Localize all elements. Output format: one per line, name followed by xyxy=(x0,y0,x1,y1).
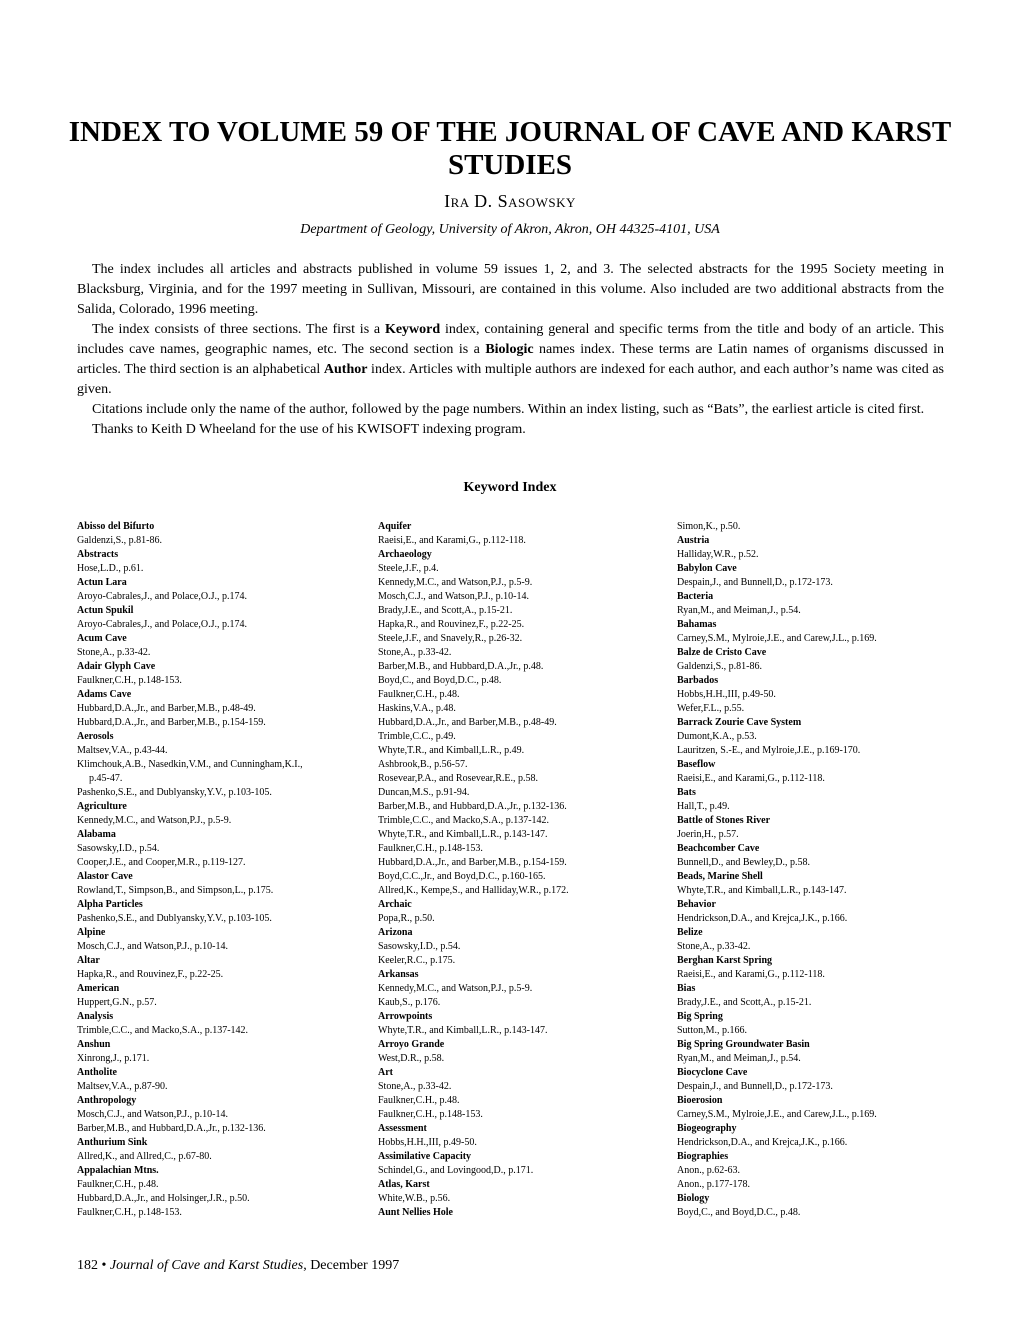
index-heading: Beachcomber Cave xyxy=(677,843,760,854)
index-heading: Battle of Stones River xyxy=(677,815,771,826)
index-citation: Trimble,C.C., p.49. xyxy=(378,731,456,742)
index-heading: Biographies xyxy=(677,1151,729,1162)
index-citation: Barber,M.B., and Hubbard,D.A.,Jr., p.48. xyxy=(378,661,544,672)
author-name: IRA D. SASOWSKY xyxy=(444,191,576,211)
index-citation: Sutton,M., p.166. xyxy=(677,1025,748,1036)
index-citation: Wefer,F.L., p.55. xyxy=(677,703,745,714)
index-heading: Babylon Cave xyxy=(677,563,737,574)
index-citation: Despain,J., and Bunnell,D., p.172-173. xyxy=(677,577,833,588)
index-citation: Sasowsky,I.D., p.54. xyxy=(77,843,160,854)
index-heading: Barbados xyxy=(677,675,719,686)
index-heading: Biocyclone Cave xyxy=(677,1067,748,1078)
index-citation: Allred,K., Kempe,S., and Halliday,W.R., p.172. xyxy=(378,885,569,896)
index-citation: Ryan,M., and Meiman,J., p.54. xyxy=(677,1053,801,1064)
introduction xyxy=(77,260,944,440)
index-citation: Mosch,C.J., and Watson,P.J., p.10-14. xyxy=(77,941,228,952)
index-citation: Hose,L.D., p.61. xyxy=(77,563,144,574)
index-citation: Schindel,G., and Lovingood,D., p.171. xyxy=(378,1165,534,1176)
index-citation: Keeler,R.C., p.175. xyxy=(378,955,456,966)
index-citation: Faulkner,C.H., p.48. xyxy=(378,1095,460,1106)
index-heading: Abstracts xyxy=(77,549,119,560)
index-heading: Biology xyxy=(677,1193,710,1204)
index-heading: Austria xyxy=(677,535,710,546)
index-citation: Whyte,T.R., and Kimball,L.R., p.143-147. xyxy=(378,829,548,840)
index-heading: Assessment xyxy=(378,1123,427,1134)
index-column-2 xyxy=(378,520,678,1220)
index-citation: Simon,K., p.50. xyxy=(677,521,741,532)
index-heading: Baseflow xyxy=(677,759,716,770)
index-citation: Boyd,C., and Boyd,D.C., p.48. xyxy=(677,1207,801,1218)
index-heading: Adams Cave xyxy=(77,689,132,700)
index-citation: Galdenzi,S., p.81-86. xyxy=(77,535,162,546)
index-citation: Despain,J., and Bunnell,D., p.172-173. xyxy=(677,1081,833,1092)
intro-paragraph-2: The index consists of three sections. The first is a Keyword index, containing general and specific terms from the title and body of an article. This includes cave names, geographic names, etc. The second section is a Biologic names index. These terms are Latin names of organisms discussed in articles. The third section is an alphabetical Author index. Articles with multiple authors are indexed for each author, and each author’s name was cited as given. xyxy=(77,322,945,397)
index-citation: Barber,M.B., and Hubbard,D.A.,Jr., p.132-136. xyxy=(378,801,567,812)
index-citation: Mosch,C.J., and Watson,P.J., p.10-14. xyxy=(77,1109,228,1120)
index-heading: Belize xyxy=(677,927,703,938)
index-citation: Bunnell,D., and Bewley,D., p.58. xyxy=(677,857,810,868)
index-citation: Ashbrook,B., p.56-57. xyxy=(378,759,468,770)
paper-title: INDEX TO VOLUME 59 OF THE JOURNAL OF CAVE AND KARST STUDIES xyxy=(68,116,952,181)
index-heading: Aquifer xyxy=(378,521,412,532)
index-citation: Hapka,R., and Rouvinez,F., p.22-25. xyxy=(77,969,224,980)
index-heading: Bahamas xyxy=(677,619,717,630)
intro-paragraph-3: Citations include only the name of the author, followed by the page numbers. Within an index listing, such as “Bats”, the earliest article is cited first. xyxy=(92,402,925,417)
author-affiliation: Department of Geology, University of Akron, Akron, OH 44325-4101, USA xyxy=(300,222,720,237)
index-heading: Appalachian Mtns. xyxy=(77,1165,159,1176)
index-citation: Boyd,C.C.,Jr., and Boyd,D.C., p.160-165. xyxy=(378,871,546,882)
index-citation: Faulkner,C.H., p.148-153. xyxy=(378,843,483,854)
index-citation: Faulkner,C.H., p.48. xyxy=(378,689,460,700)
index-citation: Faulkner,C.H., p.48. xyxy=(77,1179,159,1190)
index-citation: Pashenko,S.E., and Dublyansky,Y.V., p.103-105. xyxy=(77,913,272,924)
index-heading: Actun Spukil xyxy=(77,605,134,616)
index-column-1 xyxy=(77,520,377,1220)
index-citation: Hall,T., p.49. xyxy=(677,801,730,812)
index-citation: Hobbs,H.H.,III, p.49-50. xyxy=(378,1137,477,1148)
index-heading: Acum Cave xyxy=(77,633,127,644)
index-citation: Brady,J.E., and Scott,A., p.15-21. xyxy=(378,605,513,616)
index-citation: Hendrickson,D.A., and Krejca,J.K., p.166. xyxy=(677,913,848,924)
index-heading: Analysis xyxy=(77,1011,114,1022)
index-heading: Arroyo Grande xyxy=(378,1039,445,1050)
index-heading: Altar xyxy=(77,955,100,966)
index-citation: Trimble,C.C., and Macko,S.A., p.137-142. xyxy=(77,1025,249,1036)
index-citation: Kennedy,M.C., and Watson,P.J., p.5-9. xyxy=(378,983,533,994)
index-citation: Stone,A., p.33-42. xyxy=(378,1081,452,1092)
index-heading: Adair Glyph Cave xyxy=(77,661,156,672)
index-citation: Stone,A., p.33-42. xyxy=(77,647,151,658)
index-citation: Hubbard,D.A.,Jr., and Barber,M.B., p.48-49. xyxy=(77,703,256,714)
index-heading: Alabama xyxy=(77,829,116,840)
index-heading: Barrack Zourie Cave System xyxy=(677,717,802,728)
index-citation: Dumont,K.A., p.53. xyxy=(677,731,757,742)
index-citation: Kennedy,M.C., and Watson,P.J., p.5-9. xyxy=(378,577,533,588)
index-citation: p.45-47. xyxy=(89,773,123,784)
index-heading: Big Spring xyxy=(677,1011,723,1022)
index-citation: Rosevear,P.A., and Rosevear,R.E., p.58. xyxy=(378,773,539,784)
index-citation: Hubbard,D.A.,Jr., and Holsinger,J.R., p.50. xyxy=(77,1193,250,1204)
index-heading: Atlas, Karst xyxy=(378,1179,430,1190)
index-citation: Mosch,C.J., and Watson,P.J., p.10-14. xyxy=(378,591,529,602)
index-heading: Behavior xyxy=(677,899,716,910)
index-citation: Aroyo-Cabrales,J., and Polace,O.J., p.174. xyxy=(77,619,247,630)
index-heading: Agriculture xyxy=(77,801,127,812)
index-citation: Hendrickson,D.A., and Krejca,J.K., p.166. xyxy=(677,1137,848,1148)
index-citation: Whyte,T.R., and Kimball,L.R., p.49. xyxy=(378,745,525,756)
index-citation: Raeisi,E., and Karami,G., p.112-118. xyxy=(677,773,825,784)
index-heading: Biogeography xyxy=(677,1123,737,1134)
index-heading: Anshun xyxy=(77,1039,111,1050)
index-heading: American xyxy=(77,983,120,994)
index-citation: Halliday,W.R., p.52. xyxy=(677,549,759,560)
index-citation: Haskins,V.A., p.48. xyxy=(378,703,456,714)
index-citation: Sasowsky,I.D., p.54. xyxy=(378,941,461,952)
intro-paragraph-4: Thanks to Keith D Wheeland for the use of his KWISOFT indexing program. xyxy=(92,422,526,437)
intro-paragraph-1: The index includes all articles and abstracts published in volume 59 issues 1, 2, and 3. The selected abstracts for the 1995 Society meeting in Blacksburg, Virginia, and for the 1997 meeting in Sullivan, Missouri, are contained in this volume. Also included are two additional abstracts from the Salida, Colorado, 1996 meeting. xyxy=(77,262,944,317)
index-citation: Rowland,T., Simpson,B., and Simpson,L., p.175. xyxy=(77,885,274,896)
index-citation: Carney,S.M., Mylroie,J.E., and Carew,J.L., p.169. xyxy=(677,633,877,644)
index-heading: Balze de Cristo Cave xyxy=(677,647,767,658)
index-citation: Cooper,J.E., and Cooper,M.R., p.119-127. xyxy=(77,857,246,868)
index-citation: Faulkner,C.H., p.148-153. xyxy=(77,1207,182,1218)
index-heading: Aunt Nellies Hole xyxy=(378,1207,453,1218)
index-citation: Huppert,G.N., p.57. xyxy=(77,997,157,1008)
index-heading: Bacteria xyxy=(677,591,714,602)
index-citation: Barber,M.B., and Hubbard,D.A.,Jr., p.132-136. xyxy=(77,1123,266,1134)
index-citation: Allred,K., and Allred,C., p.67-80. xyxy=(77,1151,212,1162)
index-heading: Bats xyxy=(677,787,696,798)
index-citation: Hapka,R., and Rouvinez,F., p.22-25. xyxy=(378,619,525,630)
index-citation: Hubbard,D.A.,Jr., and Barber,M.B., p.154-159. xyxy=(378,857,567,868)
index-heading: Arrowpoints xyxy=(378,1011,433,1022)
index-citation: Steele,J.F., and Snavely,R., p.26-32. xyxy=(378,633,523,644)
index-citation: Raeisi,E., and Karami,G., p.112-118. xyxy=(677,969,825,980)
index-heading: Alpine xyxy=(77,927,106,938)
index-citation: Stone,A., p.33-42. xyxy=(378,647,452,658)
index-citation: Kennedy,M.C., and Watson,P.J., p.5-9. xyxy=(77,815,232,826)
index-heading: Alpha Particles xyxy=(77,899,143,910)
index-citation: White,W.B., p.56. xyxy=(378,1193,451,1204)
index-citation: Maltsev,V.A., p.43-44. xyxy=(77,745,168,756)
index-citation: Anon., p.177-178. xyxy=(677,1179,751,1190)
index-citation: Duncan,M.S., p.91-94. xyxy=(378,787,470,798)
index-citation: Hobbs,H.H.,III, p.49-50. xyxy=(677,689,776,700)
index-heading: Alastor Cave xyxy=(77,871,133,882)
index-citation: Carney,S.M., Mylroie,J.E., and Carew,J.L., p.169. xyxy=(677,1109,877,1120)
index-citation: Klimchouk,A.B., Nasedkin,V.M., and Cunningham,K.I., xyxy=(77,759,303,770)
index-citation: Steele,J.F., p.4. xyxy=(378,563,439,574)
index-column-3 xyxy=(677,520,977,1220)
index-citation: Pashenko,S.E., and Dublyansky,Y.V., p.103-105. xyxy=(77,787,272,798)
index-heading: Arkansas xyxy=(378,969,419,980)
index-citation: Hubbard,D.A.,Jr., and Barber,M.B., p.48-49. xyxy=(378,717,557,728)
index-heading: Assimilative Capacity xyxy=(378,1151,472,1162)
index-heading: Aerosols xyxy=(77,731,114,742)
index-heading: Beads, Marine Shell xyxy=(677,871,763,882)
index-citation: Faulkner,C.H., p.148-153. xyxy=(378,1109,483,1120)
index-citation: Hubbard,D.A.,Jr., and Barber,M.B., p.154-159. xyxy=(77,717,266,728)
index-citation: Joerin,H., p.57. xyxy=(677,829,739,840)
index-heading: Bias xyxy=(677,983,696,994)
index-citation: Anon., p.62-63. xyxy=(677,1165,741,1176)
keyword-index-title: Keyword Index xyxy=(463,480,557,495)
index-citation: Ryan,M., and Meiman,J., p.54. xyxy=(677,605,801,616)
index-heading: Actun Lara xyxy=(77,577,127,588)
index-citation: Kaub,S., p.176. xyxy=(378,997,441,1008)
index-heading: Anthropology xyxy=(77,1095,137,1106)
index-heading: Big Spring Groundwater Basin xyxy=(677,1039,810,1050)
index-heading: Bioerosion xyxy=(677,1095,723,1106)
index-heading: Art xyxy=(378,1067,393,1078)
index-heading: Arizona xyxy=(378,927,413,938)
index-heading: Abisso del Bifurto xyxy=(77,521,155,532)
index-citation: Lauritzen, S.-E., and Mylroie,J.E., p.169-170. xyxy=(677,745,861,756)
page-footer: 182 • Journal of Cave and Karst Studies, December 1997 xyxy=(77,1258,400,1273)
index-heading: Antholite xyxy=(77,1067,117,1078)
index-citation: Galdenzi,S., p.81-86. xyxy=(677,661,762,672)
index-citation: Stone,A., p.33-42. xyxy=(677,941,751,952)
index-citation: Maltsev,V.A., p.87-90. xyxy=(77,1081,168,1092)
index-heading: Archaeology xyxy=(378,549,432,560)
index-citation: Brady,J.E., and Scott,A., p.15-21. xyxy=(677,997,812,1008)
index-heading: Berghan Karst Spring xyxy=(677,955,773,966)
index-heading: Archaic xyxy=(378,899,412,910)
index-citation: Xinrong,J., p.171. xyxy=(77,1053,150,1064)
index-citation: Raeisi,E., and Karami,G., p.112-118. xyxy=(378,535,526,546)
index-citation: Whyte,T.R., and Kimball,L.R., p.143-147. xyxy=(378,1025,548,1036)
index-citation: West,D.R., p.58. xyxy=(378,1053,445,1064)
index-citation: Trimble,C.C., and Macko,S.A., p.137-142. xyxy=(378,815,550,826)
index-citation: Boyd,C., and Boyd,D.C., p.48. xyxy=(378,675,502,686)
index-citation: Faulkner,C.H., p.148-153. xyxy=(77,675,182,686)
index-citation: Whyte,T.R., and Kimball,L.R., p.143-147. xyxy=(677,885,847,896)
index-citation: Popa,R., p.50. xyxy=(378,913,435,924)
index-citation: Aroyo-Cabrales,J., and Polace,O.J., p.174. xyxy=(77,591,247,602)
index-heading: Anthurium Sink xyxy=(77,1137,148,1148)
